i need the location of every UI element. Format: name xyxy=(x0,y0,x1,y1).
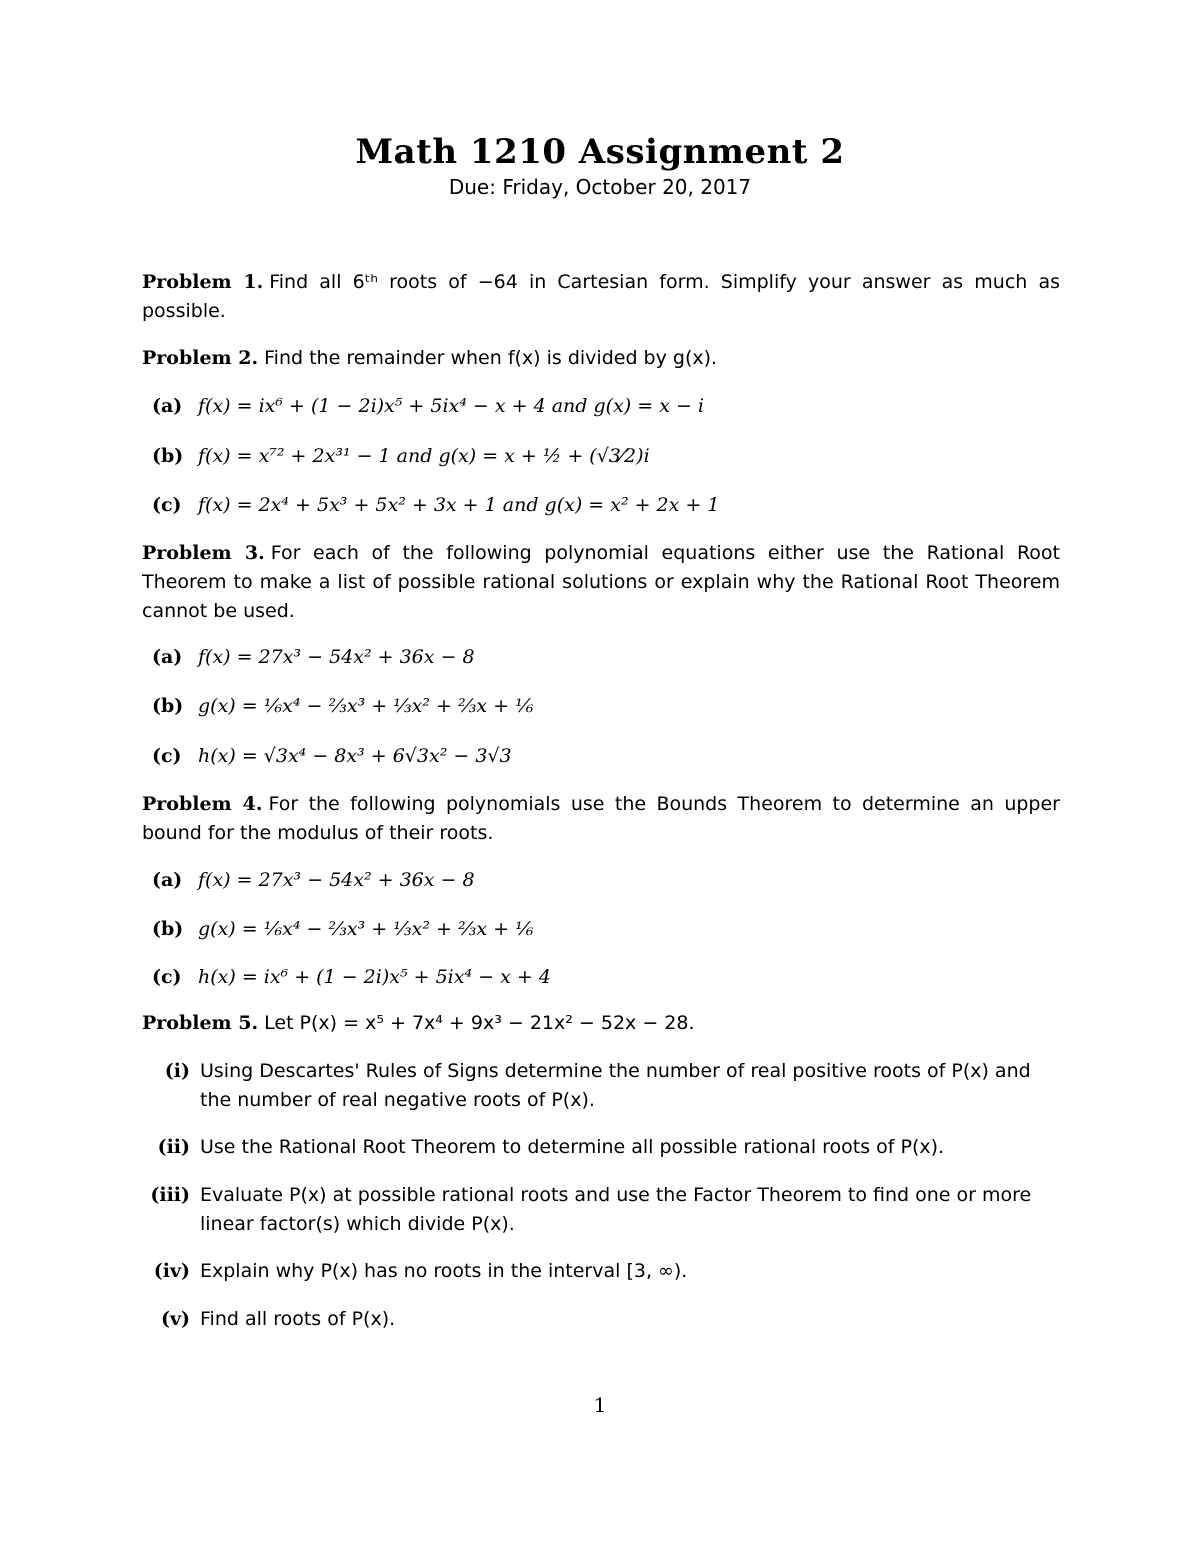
problem-4-part-a xyxy=(152,866,1060,895)
part-text: g(x) = ⅙x⁴ − ⅔x³ + ⅓x² + ⅔x + ⅙ xyxy=(198,695,534,717)
problem-label: Problem 1. xyxy=(142,271,264,293)
page-number: 1 xyxy=(593,1393,607,1417)
problem-5-part-ii xyxy=(146,1133,1060,1162)
problem-4 xyxy=(142,790,1060,848)
part-label: (iv) xyxy=(153,1260,190,1282)
part-text: f(x) = ix⁶ + (1 − 2i)x⁵ + 5ix⁴ − x + 4 and g(x) = x − i xyxy=(198,395,704,417)
problem-text: Find the remainder when f(x) is divided by g(x). xyxy=(264,347,718,369)
part-label: (c) xyxy=(152,966,182,988)
problem-label: Problem 4. xyxy=(142,793,263,815)
problem-text: For each of the following polynomial equations either use the Rational Root Theorem to make a list of possible rational solutions or explain why the Rational Root Theorem cannot be used. xyxy=(142,542,1060,622)
part-label: (i) xyxy=(164,1060,190,1082)
part-text: h(x) = √3x⁴ − 8x³ + 6√3x² − 3√3 xyxy=(198,745,512,767)
problem-5-part-iii xyxy=(146,1181,1060,1239)
problem-text: Let P(x) = x⁵ + 7x⁴ + 9x³ − 21x² − 52x − 28. xyxy=(264,1012,695,1034)
problem-text: For the following polynomials use the Bounds Theorem to determine an upper bound for the modulus of their roots. xyxy=(142,793,1060,844)
problem-label: Problem 2. xyxy=(142,347,259,369)
problem-3-part-a xyxy=(152,643,1060,672)
part-label: (a) xyxy=(152,869,183,891)
part-label: (c) xyxy=(152,494,182,516)
due-date: Due: Friday, October 20, 2017 xyxy=(448,175,752,199)
part-label: (ii) xyxy=(157,1136,190,1158)
part-text: h(x) = ix⁶ + (1 − 2i)x⁵ + 5ix⁴ − x + 4 xyxy=(198,966,551,988)
problem-3-part-b xyxy=(152,692,1060,721)
problem-4-part-c xyxy=(152,963,1060,992)
problem-label: Problem 3. xyxy=(142,542,265,564)
problem-5 xyxy=(142,1009,1060,1038)
part-text: Find all roots of P(x). xyxy=(200,1308,396,1330)
problem-1 xyxy=(142,268,1060,326)
problem-label: Problem 5. xyxy=(142,1012,259,1034)
part-text: Use the Rational Root Theorem to determine all possible rational roots of P(x). xyxy=(200,1136,945,1158)
problem-2-part-c xyxy=(152,491,1060,520)
problem-4-part-b xyxy=(152,915,1060,944)
part-text: f(x) = x⁷² + 2x³¹ − 1 and g(x) = x + ½ + (√3⁄2)i xyxy=(198,445,650,467)
part-label: (a) xyxy=(152,395,183,417)
part-label: (iii) xyxy=(150,1184,190,1206)
part-label: (b) xyxy=(152,445,184,467)
page-title: Math 1210 Assignment 2 xyxy=(355,132,845,172)
problem-2-part-b xyxy=(152,442,1060,471)
problem-5-part-i xyxy=(146,1057,1060,1115)
problem-text: Find all 6ᵗʰ roots of −64 in Cartesian form. Simplify your answer as much as possible. xyxy=(142,271,1060,322)
problem-3-part-c xyxy=(152,742,1060,771)
part-label: (b) xyxy=(152,695,184,717)
part-text: g(x) = ⅙x⁴ − ⅔x³ + ⅓x² + ⅔x + ⅙ xyxy=(198,918,534,940)
part-label: (b) xyxy=(152,918,184,940)
problem-2 xyxy=(142,344,1060,373)
part-text: f(x) = 27x³ − 54x² + 36x − 8 xyxy=(198,646,475,668)
problem-5-part-iv xyxy=(146,1257,1060,1286)
part-text: Evaluate P(x) at possible rational roots and use the Factor Theorem to find one or more linear factor(s) which divide P(x). xyxy=(200,1184,1032,1235)
part-label: (v) xyxy=(160,1308,190,1330)
problem-3 xyxy=(142,539,1060,626)
part-text: f(x) = 27x³ − 54x² + 36x − 8 xyxy=(198,869,475,891)
part-label: (c) xyxy=(152,745,182,767)
problem-2-part-a xyxy=(152,392,1060,421)
part-text: Using Descartes' Rules of Signs determine the number of real positive roots of P(x) and the number of real negative roots of P(x). xyxy=(200,1060,1031,1111)
problem-5-part-v xyxy=(146,1305,1060,1334)
part-text: f(x) = 2x⁴ + 5x³ + 5x² + 3x + 1 and g(x) = x² + 2x + 1 xyxy=(198,494,720,516)
part-label: (a) xyxy=(152,646,183,668)
part-text: Explain why P(x) has no roots in the interval [3, ∞). xyxy=(200,1260,688,1282)
